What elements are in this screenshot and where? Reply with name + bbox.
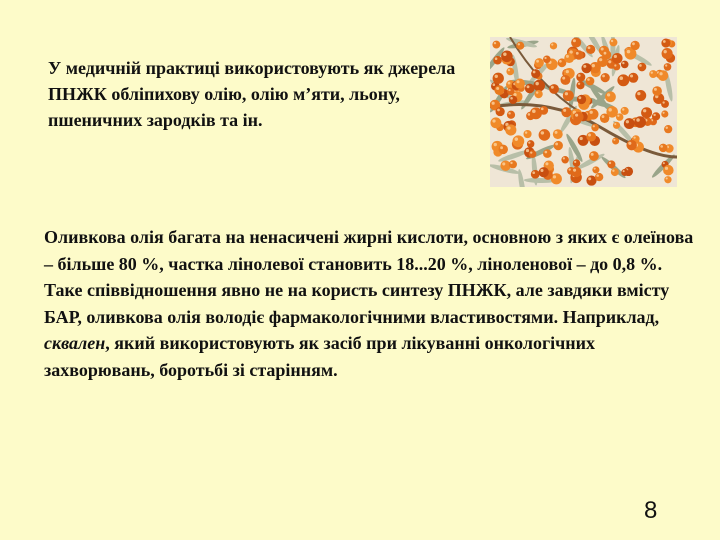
olive-oil-paragraph — [44, 224, 694, 383]
page-number: 8 — [644, 497, 658, 524]
intro-paragraph: У медичній практиці використовують як джерела ПНЖК обліпихову олію, олію м’яти, льону, пшеничних зародків та ін. — [48, 58, 456, 130]
sea-buckthorn-photo — [490, 37, 677, 187]
body-text-start: Оливкова олія багата на ненасичені жирні кислоти, основною з яких є олеїнова – більше 80 %, частка лінолевої становить 18...20 %, ліноленової – до 0,8 %. Таке співвідношення явно не на користь синтезу ПНЖК, але завдяки вмісту БАР, оливкова олія володіє фармакологічними властивостями. Наприклад, — [44, 227, 694, 327]
body-text-end: , який використовують як засіб при лікуванні онкологічних захворювань, боротьбі зі старінням. — [44, 333, 596, 380]
squalene-term: сквален — [44, 333, 106, 353]
sea-buckthorn-image — [490, 37, 677, 187]
